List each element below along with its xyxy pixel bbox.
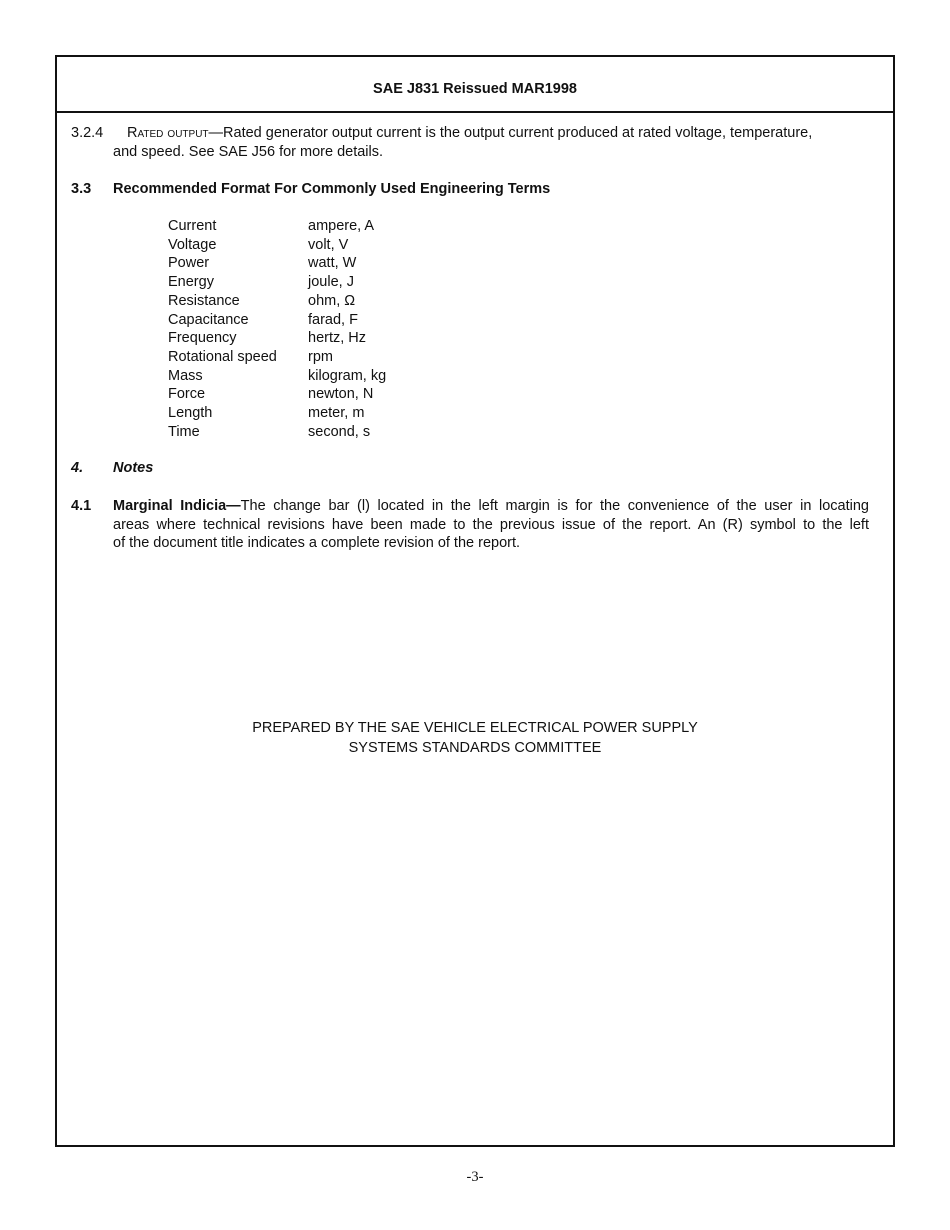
unit-value: rpm xyxy=(308,348,333,365)
unit-value: newton, N xyxy=(308,386,374,403)
quantity-label: Mass xyxy=(168,367,203,384)
section-number-4-1: 4.1 xyxy=(71,498,92,514)
quantity-label: Current xyxy=(168,218,217,234)
unit-value: joule, J xyxy=(308,274,354,291)
units-row xyxy=(168,423,370,442)
prepared-by-line1: PREPARED BY THE SAE VEHICLE ELECTRICAL POWER SUPPLY xyxy=(252,720,698,736)
section-4-1-line1 xyxy=(113,497,869,516)
section-3-2-4-line1 xyxy=(127,124,869,143)
section-4-1-line3: of the document title indicates a complete revision of the report. xyxy=(113,535,521,552)
units-row xyxy=(168,329,366,348)
quantity-label: Voltage xyxy=(168,236,217,253)
section-3-2-4-line2: and speed. See SAE J56 for more details. xyxy=(113,144,384,160)
section-3-2-4-text1: —Rated generator output current is the output current produced at rated voltage, temperature, xyxy=(208,125,813,141)
page-number: -3- xyxy=(466,1169,484,1185)
quantity-label: Capacitance xyxy=(168,311,249,328)
units-row xyxy=(168,273,354,292)
page-frame xyxy=(55,55,895,1147)
units-row xyxy=(168,254,356,273)
quantity-label: Rotational speed xyxy=(168,348,277,365)
section-4-heading: Notes xyxy=(113,460,154,476)
unit-value: kilogram, kg xyxy=(308,367,387,384)
units-row xyxy=(168,404,364,423)
section-number-3-3: 3.3 xyxy=(71,181,92,197)
quantity-label: Length xyxy=(168,405,213,421)
section-4-1-heading: Marginal Indicia— xyxy=(113,498,241,514)
units-row xyxy=(168,236,348,255)
unit-value: ohm, Ω xyxy=(308,292,356,309)
section-3-3-heading: Recommended Format For Commonly Used Engineering Terms xyxy=(113,181,551,197)
unit-value: hertz, Hz xyxy=(308,330,367,347)
units-row xyxy=(168,217,374,236)
quantity-label: Time xyxy=(168,423,200,440)
section-number-3-2-4: 3.2.4 xyxy=(71,125,104,141)
unit-value: watt, W xyxy=(308,255,357,272)
unit-value: meter, m xyxy=(308,405,365,421)
units-row xyxy=(168,348,333,367)
unit-value: second, s xyxy=(308,423,371,440)
unit-value: volt, V xyxy=(308,236,349,253)
quantity-label: Frequency xyxy=(168,330,237,347)
quantity-label: Power xyxy=(168,255,210,272)
quantity-label: Resistance xyxy=(168,292,240,309)
term-rated-output: Rated output xyxy=(127,125,209,141)
units-row xyxy=(168,292,355,311)
page-header xyxy=(57,57,893,113)
quantity-label: Energy xyxy=(168,274,214,291)
unit-value: ampere, A xyxy=(308,218,375,234)
document-title: SAE J831 Reissued MAR1998 xyxy=(373,81,577,97)
unit-value: farad, F xyxy=(308,311,358,328)
section-4-1-text1: The change bar (l) located in the left margin is for the convenience of the user in locating xyxy=(240,498,869,514)
units-row xyxy=(168,385,373,404)
section-number-4: 4. xyxy=(71,460,84,476)
units-row xyxy=(168,367,386,386)
section-4-1-line2: areas where technical revisions have been made to the previous issue of the report. An (R) symbol to the left xyxy=(113,516,869,533)
prepared-by-line2: SYSTEMS STANDARDS COMMITTEE xyxy=(348,740,602,756)
units-row xyxy=(168,311,358,330)
quantity-label: Force xyxy=(168,386,206,403)
